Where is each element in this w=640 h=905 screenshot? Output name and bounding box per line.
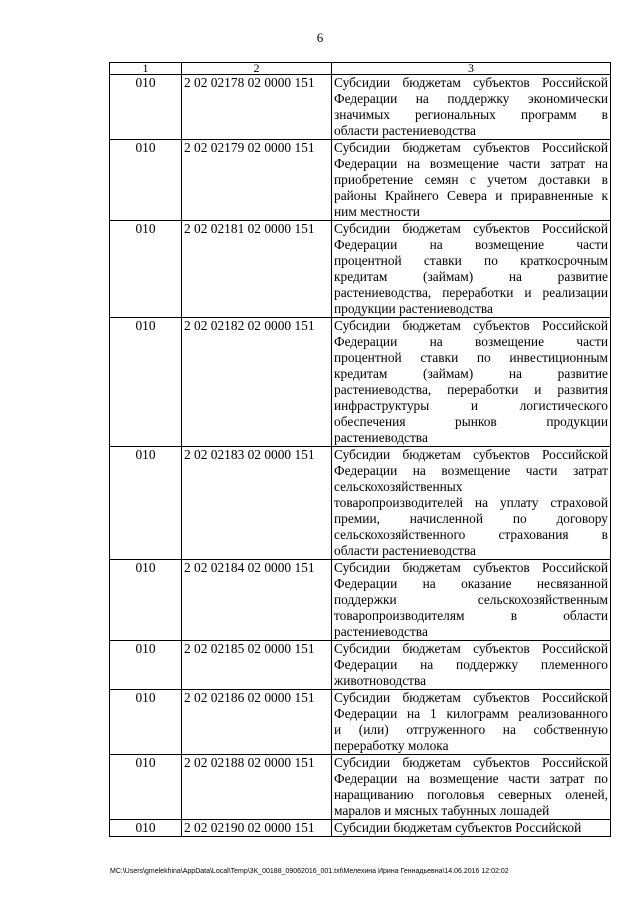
description-cell	[332, 690, 611, 755]
description-line: Субсидии бюджетам субъектов Российской	[334, 641, 608, 656]
description-line: Федерации на возмещение части затрат	[334, 463, 608, 478]
description-line: Федерации на поддержку экономически	[334, 91, 608, 106]
table-row	[110, 755, 611, 820]
description-line: Субсидии бюджетам субъектов Российской	[334, 447, 608, 462]
column-header-2: 2	[182, 63, 332, 75]
revenue-code-cell: 2 02 02185 02 0000 151	[182, 641, 332, 690]
description-line: обеспечения рынков продукции	[334, 414, 608, 429]
table-header-row	[110, 63, 611, 75]
description-line: Федерации на 1 килограмм реализованного	[334, 706, 608, 721]
description-line: растениеводства, переработки и развития	[334, 382, 608, 397]
description-line: районы Крайнего Севера и приравненные к	[334, 188, 608, 203]
budget-codes-table	[109, 62, 611, 837]
description-cell	[332, 447, 611, 560]
revenue-code-cell: 2 02 02178 02 0000 151	[182, 75, 332, 140]
description-line: Субсидии бюджетам субъектов Российской	[334, 690, 608, 705]
revenue-code-cell: 2 02 02190 02 0000 151	[182, 820, 332, 837]
description-cell	[332, 755, 611, 820]
description-line: инфраструктуры и логистического	[334, 398, 608, 413]
row-code-cell: 010	[110, 75, 182, 140]
description-line: сельскохозяйственного страхования в	[334, 527, 608, 542]
table-row	[110, 690, 611, 755]
description-line: Субсидии бюджетам субъектов Российской	[334, 75, 608, 90]
description-line: животноводства	[334, 673, 427, 688]
description-cell	[332, 75, 611, 140]
description-line: процентной ставки по краткосрочным	[334, 253, 608, 268]
description-line: растениеводства, переработки и реализации	[334, 285, 608, 300]
revenue-code-cell: 2 02 02188 02 0000 151	[182, 755, 332, 820]
revenue-code-cell: 2 02 02182 02 0000 151	[182, 318, 332, 447]
revenue-code-cell: 2 02 02181 02 0000 151	[182, 221, 332, 318]
description-line: кредитам (займам) на развитие	[334, 366, 608, 381]
revenue-code-cell: 2 02 02179 02 0000 151	[182, 140, 332, 221]
description-cell	[332, 140, 611, 221]
description-line: растениеводства	[334, 430, 428, 445]
description-line: Субсидии бюджетам субъектов Российской	[334, 318, 608, 333]
table-row	[110, 447, 611, 560]
row-code-cell: 010	[110, 447, 182, 560]
description-line: Субсидии бюджетам субъектов Российской	[334, 755, 608, 770]
description-line: ним местности	[334, 204, 420, 219]
column-header-1: 1	[110, 63, 182, 75]
description-line: области растениеводства	[334, 543, 477, 558]
row-code-cell: 010	[110, 820, 182, 837]
description-line: Субсидии бюджетам субъектов Российской	[334, 820, 582, 835]
description-line: товаропроизводителям в области	[334, 608, 608, 623]
description-line: поддержки сельскохозяйственным	[334, 592, 608, 607]
row-code-cell: 010	[110, 690, 182, 755]
description-line: Субсидии бюджетам субъектов Российской	[334, 560, 608, 575]
description-line: Федерации на возмещение части затрат на	[334, 156, 608, 171]
description-cell	[332, 221, 611, 318]
table-row	[110, 221, 611, 318]
description-line: кредитам (займам) на развитие	[334, 269, 608, 284]
description-cell	[332, 820, 611, 837]
description-line: премии, начисленной по договору	[334, 511, 608, 526]
description-line: приобретение семян с учетом доставки в	[334, 172, 608, 187]
row-code-cell: 010	[110, 318, 182, 447]
row-code-cell: 010	[110, 221, 182, 318]
description-line: наращиванию поголовья северных оленей,	[334, 787, 608, 802]
description-line: Федерации на поддержку племенного	[334, 657, 608, 672]
description-line: области растениеводства	[334, 123, 477, 138]
description-line: Федерации на возмещение части затрат по	[334, 771, 608, 786]
description-cell	[332, 641, 611, 690]
row-code-cell: 010	[110, 641, 182, 690]
table-row	[110, 318, 611, 447]
description-line: переработку молока	[334, 738, 449, 753]
table-row	[110, 75, 611, 140]
table-row	[110, 140, 611, 221]
description-line: продукции растениеводства	[334, 301, 493, 316]
revenue-code-cell: 2 02 02184 02 0000 151	[182, 560, 332, 641]
description-line: и (или) отгруженного на собственную	[334, 722, 608, 737]
description-line: растениеводства	[334, 624, 428, 639]
description-cell	[332, 560, 611, 641]
description-line: маралов и мясных табунных лошадей	[334, 803, 550, 818]
column-header-3: 3	[332, 63, 611, 75]
file-path-footer: МС:\Users\gmelekhina\AppData\Local\Temp\3K_00188_09062016_001.txt\Мелехина Ирина Геннадьевна\14.06.2016 12:02:02	[110, 868, 509, 875]
description-line: Субсидии бюджетам субъектов Российской	[334, 140, 608, 155]
page-number: 6	[316, 30, 324, 45]
description-line: Федерации на возмещение части	[334, 334, 608, 349]
row-code-cell: 010	[110, 140, 182, 221]
description-line: товаропроизводителей на уплату страховой	[334, 495, 608, 510]
description-line: значимых региональных программ в	[334, 107, 608, 122]
description-cell	[332, 318, 611, 447]
description-line: процентной ставки по инвестиционным	[334, 350, 608, 365]
table-row	[110, 641, 611, 690]
description-line: Субсидии бюджетам субъектов Российской	[334, 221, 608, 236]
row-code-cell: 010	[110, 755, 182, 820]
table-row	[110, 560, 611, 641]
description-line: Федерации на возмещение части	[334, 237, 608, 252]
description-line: сельскохозяйственных	[334, 479, 463, 494]
row-code-cell: 010	[110, 560, 182, 641]
revenue-code-cell: 2 02 02183 02 0000 151	[182, 447, 332, 560]
table-row	[110, 820, 611, 837]
description-line: Федерации на оказание несвязанной	[334, 576, 608, 591]
revenue-code-cell: 2 02 02186 02 0000 151	[182, 690, 332, 755]
